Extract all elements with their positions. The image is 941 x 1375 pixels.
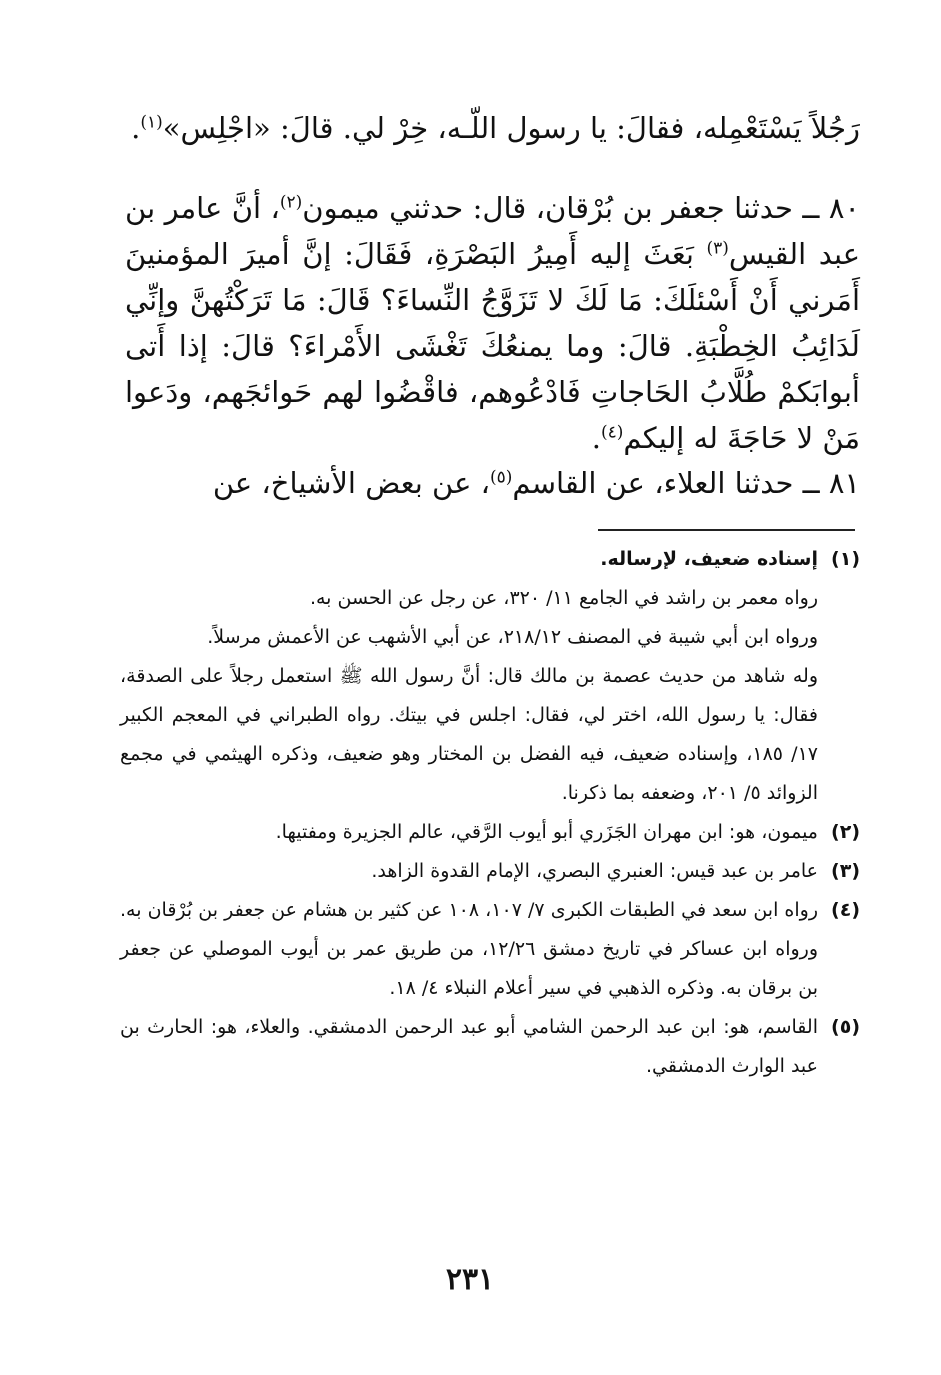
- footnote-number: (٥): [831, 1016, 860, 1038]
- footnote-line: ميمون، هو: ابن مهران الجَزَري أبو أيوب الرَّقي، عالم الجزيرة ومفتيها.: [275, 821, 818, 843]
- hadith-81-part1: ٨١ ــ حدثنا العلاء، عن القاسم: [512, 466, 860, 500]
- footnote-divider: [598, 529, 855, 531]
- footnote-line: رواه ابن سعد في الطبقات الكبرى ٧/ ١٠٧، ١٠٨ عن كثير بن هشام عن جعفر بن بُرْقان به. ورواه ابن عساكر في تاريخ دمشق ١٢/٢٦، من طريق عمر بن أيوب الموصلي عن جعفر بن برقان به. وذكره الذهبي في سير أعلام النبلاء ٤/ ١٨.: [120, 899, 819, 999]
- footnote-line: وله شاهد من حديث عصمة بن مالك قال: أنَّ رسول الله ﷺ استعمل رجلاً على الصدقة، فقال: يا رسول الله، اختر لي، فقال: اجلس في بيتك. رواه الطبراني في المعجم الكبير ١٧/ ١٨٥، وإسناده ضعيف، فيه الفضل بن المختار وهو ضعيف، وذكره الهيثمي في مجمع الزوائد ٥/ ٢٠١، وضعفه بما ذكرنا.: [120, 665, 818, 804]
- footnote-number: (١): [831, 548, 860, 570]
- footnote-line: عامر بن عبد قيس: العنبري البصري، الإمام القدوة الزاهد.: [371, 860, 818, 882]
- footnote-body: [120, 852, 818, 891]
- hadith-80-end: .: [591, 421, 601, 455]
- footnote-line: إسناده ضعيف، لإرساله.: [600, 548, 818, 570]
- hadith-80-part1: ٨٠ ــ حدثنا جعفر بن بُرْقان، قال: حدثني ميمون: [302, 191, 860, 225]
- footnote-number: (٤): [831, 899, 860, 921]
- footnote-2: [120, 813, 860, 852]
- footnote-line: القاسم، هو: ابن عبد الرحمن الشامي أبو عبد الرحمن الدمشقي. والعلاء، هو: الحارث بن عبد الوارث الدمشقي.: [120, 1016, 818, 1077]
- hadith-80-part2: ، أنَّ عامر بن عبد القيس: [125, 191, 861, 271]
- hadith-81-part2: ، عن بعض الأشياخ، عن: [212, 466, 490, 500]
- footnote-number: (٣): [831, 860, 860, 882]
- footnote-body: [120, 813, 818, 852]
- footnote-body: [120, 891, 818, 1008]
- footnote-line: ورواه ابن أبي شيبة في المصنف ٢١٨/١٢، عن أبي الأشهب عن الأعمش مرسلاً.: [207, 626, 818, 648]
- footnote-ref-2[interactable]: (٢): [279, 192, 303, 213]
- footnote-ref-4[interactable]: (٤): [600, 422, 624, 443]
- hadith-80-part3: بَعَثَ إليه أَمِيرُ البَصْرَةِ، فَقَالَ: إنَّ أميرَ المؤمنينَ أَمَرني أَنْ أَسْئلَكَ: مَا لَكَ لا تَزَوَّجُ النِّساءَ؟ قَالَ: مَا تَرَكْتُهنَّ وإنِّي لَدَائِبُ الخِطْبَةِ. قالَ: وما يمنعُكَ تَغْشَى الأَمْراءَ؟ قالَ: إذا أَتى أبوابَكمْ طُلَّابُ الحَاجاتِ فَادْعُوهم، فاقْضُوا لهم حَوائجَهم، ودَعوا مَنْ لا حَاجَةَ له إليكم: [125, 237, 860, 455]
- footnote-ref-1[interactable]: (١): [140, 112, 163, 133]
- continuation-line: [125, 105, 860, 151]
- footnote-1: [120, 540, 860, 813]
- footnotes-section: [120, 540, 860, 1086]
- footnote-body: [120, 1008, 818, 1086]
- page-number: ٢٣١: [445, 1262, 495, 1297]
- footnote-4: [120, 891, 860, 1008]
- footnote-ref-3[interactable]: (٣): [706, 238, 729, 259]
- hadith-80: [125, 185, 860, 461]
- continuation-end: .: [131, 111, 141, 145]
- footnote-5: [120, 1008, 860, 1086]
- footnote-ref-5[interactable]: (٥): [489, 467, 513, 488]
- footnote-line: رواه معمر بن راشد في الجامع ١١/ ٣٢٠، عن رجل عن الحسن به.: [309, 587, 818, 609]
- continuation-text: رَجُلاً يَسْتَعْمِله، فقالَ: يا رسول اللّـه، خِرْ لي. قالَ: «اجْلِس»: [162, 111, 860, 145]
- hadith-81: [125, 460, 860, 506]
- footnote-3: [120, 852, 860, 891]
- footnote-body: [120, 540, 818, 813]
- footnote-number: (٢): [831, 821, 860, 843]
